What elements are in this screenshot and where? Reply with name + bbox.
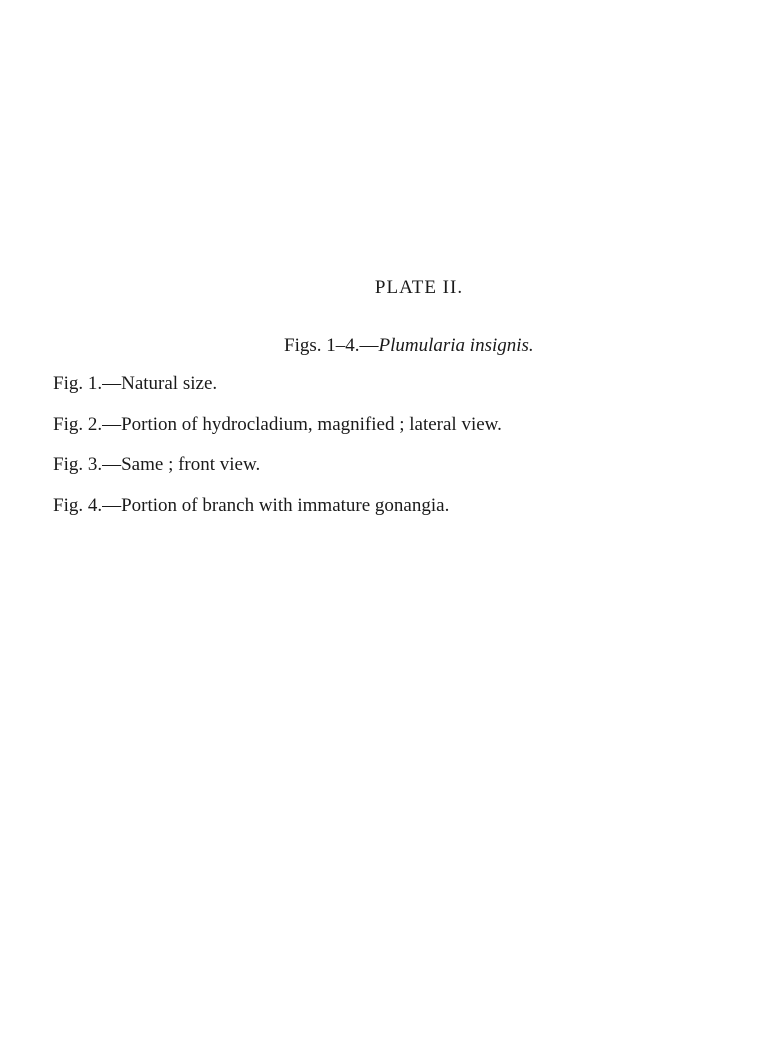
figure-caption-text: Same ; front view. [121, 454, 261, 475]
figures-range-heading [284, 335, 534, 357]
figure-caption-label: Fig. 1.— [53, 373, 122, 394]
figure-caption [53, 415, 502, 435]
figure-caption [53, 455, 502, 475]
figure-caption-list [53, 374, 502, 536]
figure-caption-text: Natural size. [121, 373, 218, 394]
figure-caption-text: Portion of branch with immature gonangia. [121, 494, 450, 516]
plate-title: PLATE II. [374, 277, 464, 298]
figure-caption [53, 374, 502, 394]
figure-caption-text: Portion of hydrocladium, magnified ; lateral view. [121, 413, 502, 435]
figure-caption-label: Fig. 4.— [53, 494, 122, 516]
species-name: Plumularia insignis. [378, 335, 534, 356]
figure-caption-label: Fig. 2.— [53, 413, 122, 435]
figure-caption-label: Fig. 3.— [53, 454, 122, 475]
figures-range-prefix: Figs. 1–4.— [284, 335, 379, 356]
figure-caption [53, 496, 502, 516]
